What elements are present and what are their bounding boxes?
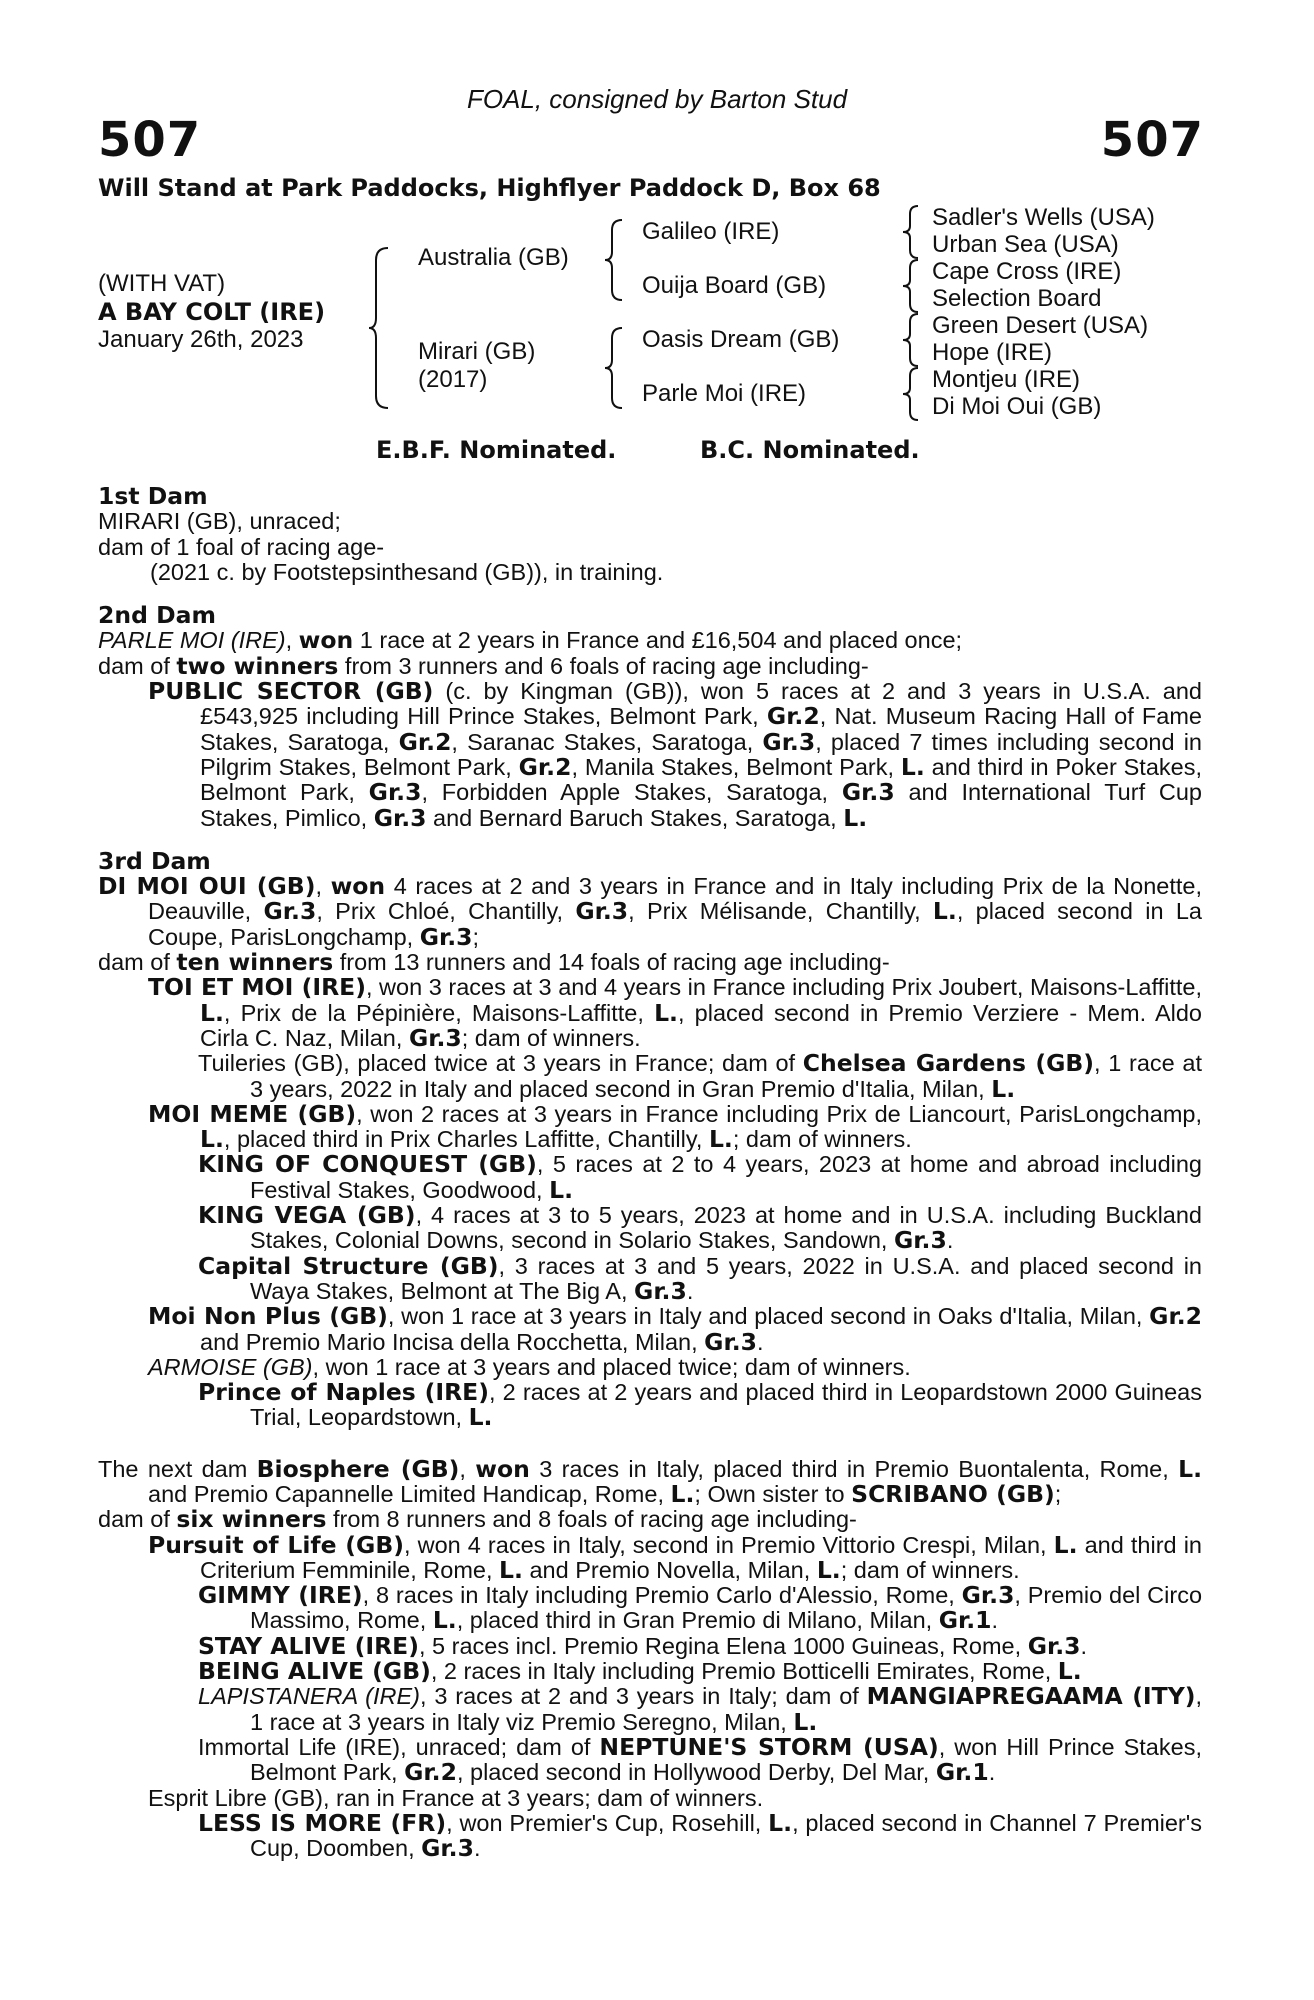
g3-8: Di Moi Oui (GB) [932,393,1102,420]
third-dam-heading: 3rd Dam [98,846,211,875]
next-dam-produce: dam of six winners from 8 runners and 8 foals of racing age including- [98,1505,857,1534]
progeny-king-vega: KING VEGA (GB), 4 races at 3 to 5 years, 2023 at home and in U.S.A. including Buckland Stakes, Colonial Downs, second in Solario Stakes, Sandown, Gr.3. [198,1201,1202,1255]
dam-sire: Oasis Dream (GB) [642,326,840,353]
progeny-gimmy: GIMMY (IRE), 8 races in Italy including Premio Carlo d'Alessio, Rome, Gr.3, Premio del Circo Massimo, Rome, L., placed third in Gran Premio di Milano, Milan, Gr.1. [198,1581,1203,1635]
g3-brace-2 [902,258,922,314]
ebf-nomination: E.B.F. Nominated. [376,436,617,464]
dam-year: (2017) [418,366,488,393]
first-dam-text: MIRARI (GB), unraced; [98,508,341,535]
progeny-tuileries: Tuileries (GB), placed twice at 3 years in France; dam of Chelsea Gardens (GB), 1 race at 3 years, 2022 in Italy and placed second in Gran Premio d'Italia, Milan, L. [198,1049,1202,1103]
lot-number-left: 507 [98,112,202,168]
progeny-armoise: ARMOISE (GB), won 1 race at 3 years and placed twice; dam of winners. [148,1353,911,1380]
consignor-line: FOAL, consigned by Barton Stud [466,84,848,114]
sire-sire: Galileo (IRE) [642,218,780,245]
vat-note: (WITH VAT) [98,270,226,297]
progeny-pursuit-of-life: Pursuit of Life (GB), won 4 races in Italy, second in Premio Vittorio Crespi, Milan, L. and third in Criterium Femminile, Rome, L. and Premio Novella, Milan, L.; dam of winners. [148,1530,1202,1584]
second-dam-text: PARLE MOI (IRE), won 1 race at 2 years in France and £16,504 and placed once; [98,626,963,655]
g3-6: Hope (IRE) [932,339,1053,366]
progeny-public-sector: PUBLIC SECTOR (GB) (c. by Kingman (GB)), won 5 races at 2 and 3 years in U.S.A. and £543,925 including Hill Prince Stakes, Belmont Park, Gr.2, Nat. Museum Racing Hall of Fame Stakes, Saratoga, Gr.2, Saranac Stakes, Saratoga, Gr.3, placed 7 times including second in Pilgrim Stakes, Belmont Park, Gr.2, Manila Stakes, Belmont Park, L. and third in Poker Stakes, Belmont Park, Gr.3, Forbidden Apple Stakes, Saratoga, Gr.3 and International Turf Cup Stakes, Pimlico, Gr.3 and Bernard Baruch Stakes, Saratoga, L. [148,677,1203,832]
second-dam-produce: dam of two winners from 3 runners and 6 foals of racing age including- [98,651,869,680]
third-dam-produce: dam of ten winners from 13 runners and 14 foals of racing age including- [98,948,890,977]
g3-2: Urban Sea (USA) [932,231,1119,258]
third-dam-text: DI MOI OUI (GB), won 4 races at 2 and 3 years in France and in Italy including Prix de la Nonette, Deauville, Gr.3, Prix Chloé, Chantilly, Gr.3, Prix Mélisande, Chantilly, L., placed second in La Coupe, ParisLongchamp, Gr.3; [98,872,1203,951]
g3-4: Selection Board [932,285,1102,312]
progeny-king-of-conquest: KING OF CONQUEST (GB), 5 races at 2 to 4 years, 2023 at home and abroad including Festival Stakes, Goodwood, L. [198,1150,1203,1204]
sire: Australia (GB) [418,244,569,271]
progeny-less-is-more: LESS IS MORE (FR), won Premier's Cup, Rosehill, L., placed second in Channel 7 Premier's Cup, Doomben, Gr.3. [198,1808,1202,1863]
stabling-location: Will Stand at Park Paddocks, Highflyer Paddock D, Box 68 [98,174,881,202]
lot-number-right: 507 [1100,112,1204,168]
g3-brace-4 [902,366,922,422]
second-dam-heading: 2nd Dam [98,601,216,630]
catalogue-body [98,484,1202,1861]
first-dam-heading: 1st Dam [98,482,208,510]
g3-brace-1 [902,204,922,260]
first-dam-foal: (2021 c. by Footstepsinthesand (GB)), in training. [150,558,664,585]
g3-3: Cape Cross (IRE) [932,258,1122,285]
progeny-esprit-libre: Esprit Libre (GB), ran in France at 3 years; dam of winners. [148,1784,764,1811]
progeny-moi-non-plus: Moi Non Plus (GB), won 1 race at 3 years in Italy and placed second in Oaks d'Italia, Milan, Gr.2 and Premio Mario Incisa della Rocchetta, Milan, Gr.3. [148,1302,1202,1356]
bc-nomination: B.C. Nominated. [700,436,920,464]
sire-brace [604,218,626,302]
foaling-date: January 26th, 2023 [98,326,304,353]
progeny-lapistanera: LAPISTANERA (IRE), 3 races at 2 and 3 years in Italy; dam of MANGIAPREGAAMA (ITY), 1 race at 3 years in Italy viz Premio Seregno, Milan, L. [198,1682,1202,1736]
dam-brace [604,326,626,410]
lot-name: A BAY COLT (IRE) [98,298,326,326]
sire-dam: Ouija Board (GB) [642,272,827,299]
g3-5: Green Desert (USA) [932,312,1149,339]
g3-1: Sadler's Wells (USA) [932,204,1155,231]
progeny-stay-alive: STAY ALIVE (IRE), 5 races incl. Premio Regina Elena 1000 Guineas, Rome, Gr.3. [198,1631,1088,1660]
progeny-capital-structure: Capital Structure (GB), 3 races at 3 and 5 years, 2022 in U.S.A. and placed second in Waya Stakes, Belmont at The Big A, Gr.3. [198,1251,1202,1305]
g3-7: Montjeu (IRE) [932,366,1081,393]
next-dam-text: The next dam Biosphere (GB), won 3 races in Italy, placed third in Premio Buontalenta, Rome, L. and Premio Capannelle Limited Handicap, Rome, L.; Own sister to SCRIBANO (GB); [98,1454,1203,1508]
first-dam-produce: dam of 1 foal of racing age- [98,533,385,560]
g3-brace-3 [902,312,922,368]
progeny-prince-of-naples: Prince of Naples (IRE), 2 races at 2 years and placed third in Leopardstown 2000 Guineas Trial, Leopardstown, L. [198,1378,1202,1432]
dam: Mirari (GB) [418,338,536,365]
progeny-toi-et-moi: TOI ET MOI (IRE), won 3 races at 3 and 4 years in France including Prix Joubert, Maisons-Laffitte, L., Prix de la Pépinière, Maisons-Laffitte, L., placed second in Premio Verziere - Mem. Aldo Cirla C. Naz, Milan, Gr.3; dam of winners. [148,973,1203,1052]
progeny-immortal-life: Immortal Life (IRE), unraced; dam of NEPTUNE'S STORM (USA), won Hill Prince Stakes, Belmont Park, Gr.2, placed second in Hollywood Derby, Del Mar, Gr.1. [198,1732,1202,1787]
dam-dam: Parle Moi (IRE) [642,380,807,407]
pedigree-brace [368,246,394,410]
progeny-being-alive: BEING ALIVE (GB), 2 races in Italy including Premio Botticelli Emirates, Rome, L. [198,1657,1082,1686]
progeny-moi-meme: MOI MEME (GB), won 2 races at 3 years in France including Prix de Liancourt, ParisLongchamp, L., placed third in Prix Charles Laffitte, Chantilly, L.; dam of winners. [148,1099,1202,1154]
